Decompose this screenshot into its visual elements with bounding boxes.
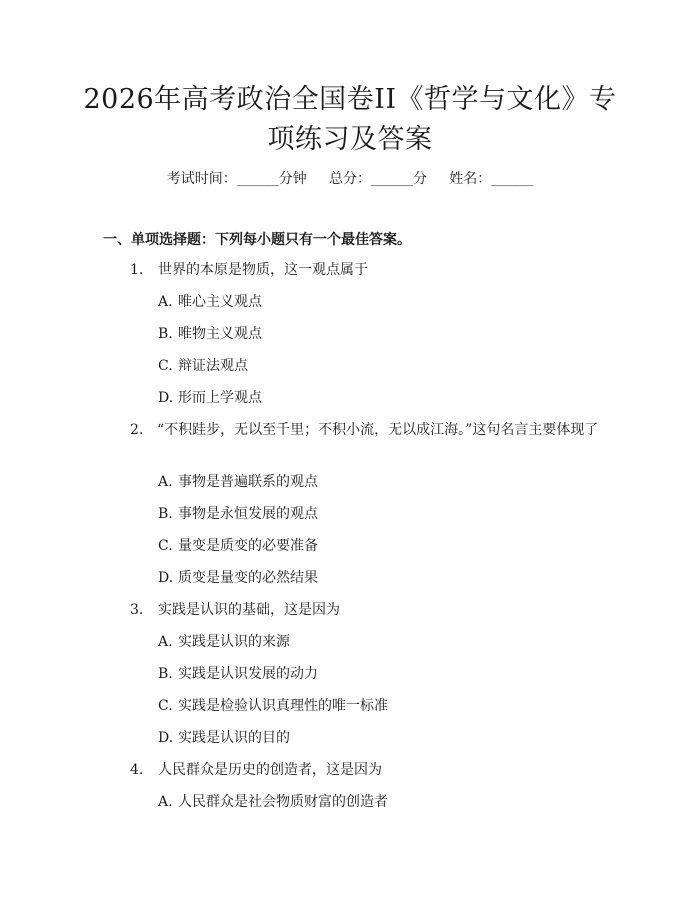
option-text: 质变是量变的必然结果 (178, 570, 318, 586)
question-stem: 世界的本原是物质，这一观点属于 (158, 262, 368, 278)
question-stem: “不积跬步，无以至千里；不积小流，无以成江海。”这句名言主要体现了 (157, 422, 599, 438)
option-letter: C. (158, 538, 173, 554)
option-text: 实践是认识发展的动力 (178, 666, 318, 682)
option-text: 事物是永恒发展的观点 (178, 506, 318, 522)
option-1c (158, 357, 248, 375)
title-line-2: 项练习及答案 (267, 124, 433, 155)
option-text: 实践是认识的来源 (178, 634, 290, 650)
option-letter: A. (158, 634, 173, 650)
question-number: 1. (130, 262, 144, 278)
question-stem: 人民群众是历史的创造者，这是因为 (158, 762, 382, 778)
question-4 (130, 761, 382, 779)
option-2b (158, 505, 318, 523)
option-letter: C. (158, 358, 173, 374)
option-text: 唯心主义观点 (178, 294, 262, 310)
question-number: 2. (130, 422, 144, 438)
option-text: 事物是普遍联系的观点 (178, 474, 318, 490)
option-1d (158, 389, 262, 407)
option-letter: D. (158, 730, 174, 746)
option-3d (158, 729, 290, 747)
option-text: 人民群众是社会物质财富的创造者 (178, 794, 388, 810)
option-2d (158, 569, 318, 587)
question-stem: 实践是认识的基础，这是因为 (158, 602, 340, 618)
option-text: 唯物主义观点 (178, 326, 262, 342)
question-number: 4. (130, 762, 144, 778)
option-text: 实践是检验认识真理性的唯一标准 (178, 698, 388, 714)
page-title (60, 80, 640, 160)
option-text: 量变是质变的必要准备 (178, 538, 318, 554)
question-number: 3. (130, 602, 144, 618)
option-letter: A. (158, 474, 173, 490)
option-letter: B. (158, 666, 173, 682)
option-1b (158, 325, 262, 343)
option-2c (158, 537, 318, 555)
title-line-1: 2026年高考政治全国卷II《哲学与文化》专 (83, 84, 617, 115)
option-letter: D. (158, 570, 174, 586)
question-2 (103, 421, 603, 439)
option-3c (158, 697, 388, 715)
option-2a (158, 473, 318, 491)
option-text: 实践是认识的目的 (178, 730, 290, 746)
option-3a (158, 633, 290, 651)
option-text: 形而上学观点 (178, 390, 262, 406)
option-4a (158, 793, 388, 811)
option-letter: C. (158, 698, 173, 714)
option-letter: B. (158, 506, 173, 522)
option-letter: B. (158, 326, 173, 342)
option-letter: D. (158, 390, 174, 406)
question-1 (130, 261, 368, 279)
option-text: 辩证法观点 (178, 358, 248, 374)
option-3b (158, 665, 318, 683)
section-heading: 一、单项选择题：下列每小题只有一个最佳答案。 (103, 232, 411, 248)
question-3 (130, 601, 340, 619)
option-1a (158, 293, 262, 311)
option-letter: A. (158, 294, 173, 310)
option-letter: A. (158, 794, 173, 810)
exam-meta-line: 考试时间：______分钟 总分：______分 姓名：______ (166, 171, 534, 187)
